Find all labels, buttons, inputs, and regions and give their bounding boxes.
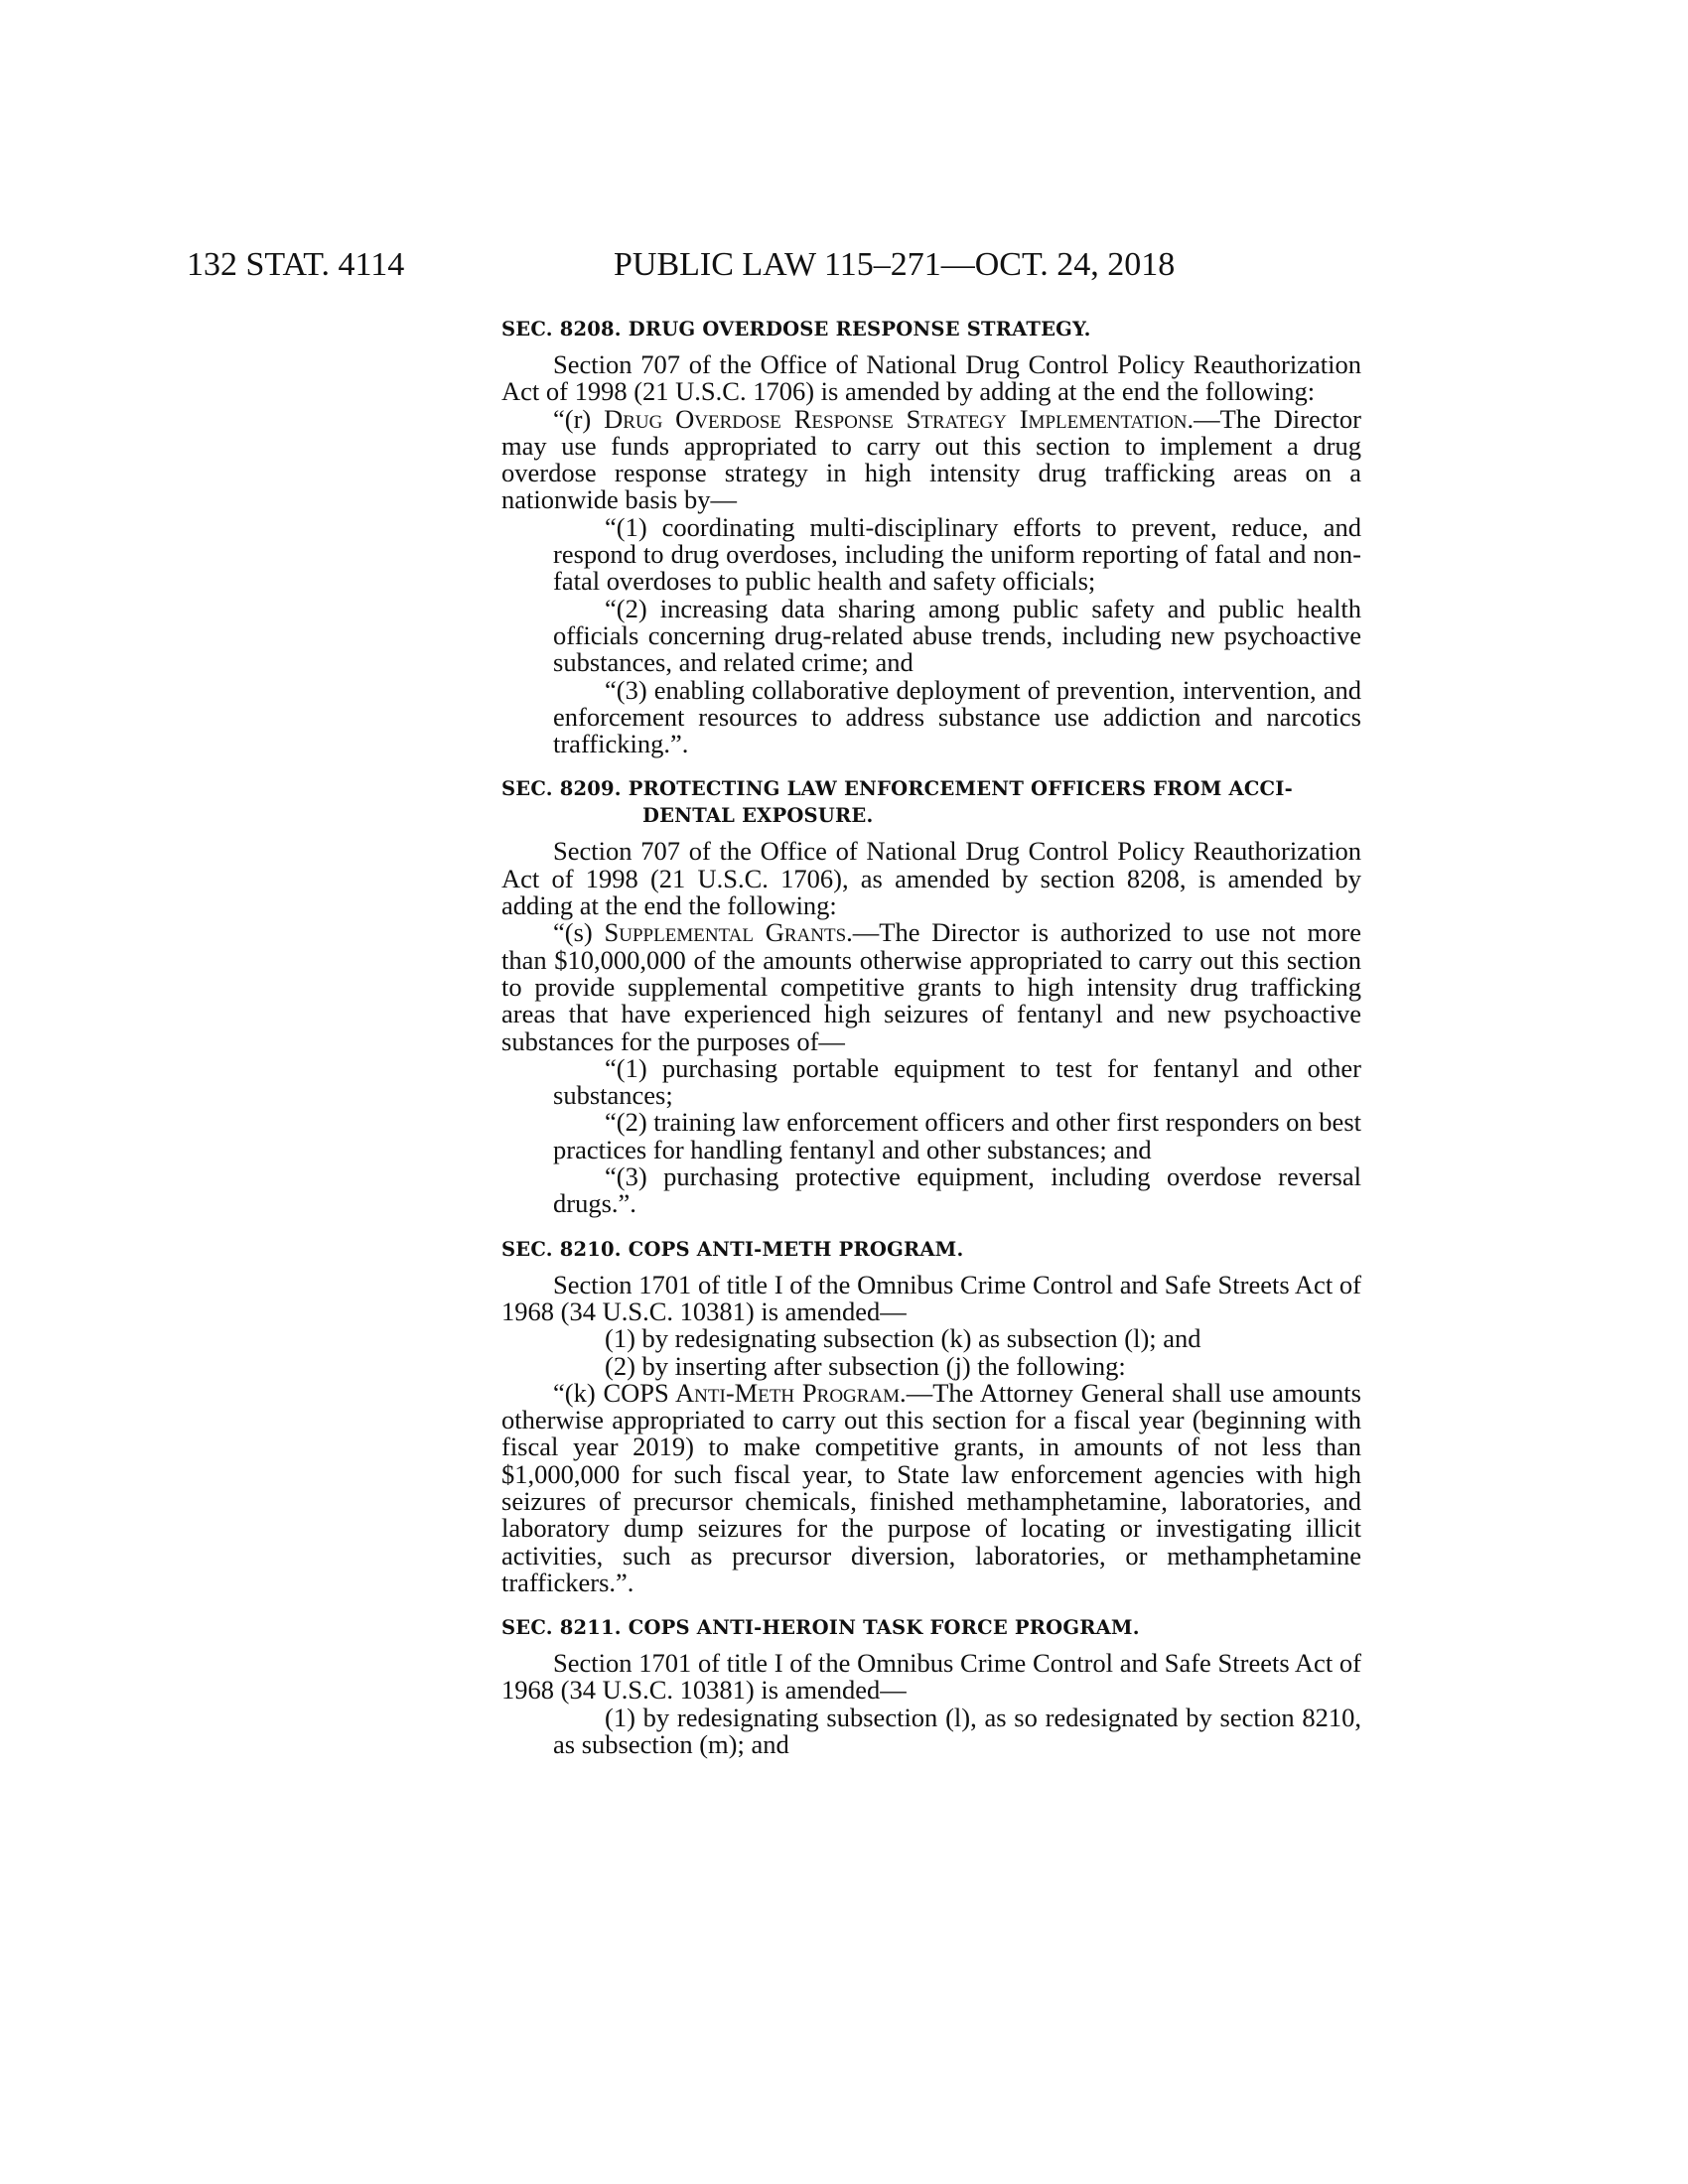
law-title: PUBLIC LAW 115–271—OCT. 24, 2018 bbox=[614, 246, 1176, 283]
section-heading-8210: SEC. 8210. COPS ANTI-METH PROGRAM. bbox=[501, 1237, 964, 1261]
section-intro: Section 707 of the Office of National Drug Control Policy Reauthorization Act of 1998 (21 U.S.C. 1706), as amended by section 8208, is amended by adding at the end the following: bbox=[501, 836, 1361, 921]
section-heading-8211: SEC. 8211. COPS ANTI-HEROIN TASK FORCE PROGRAM. bbox=[501, 1616, 1140, 1640]
list-item: (2) by inserting after subsection (j) the following: bbox=[605, 1350, 1126, 1381]
list-item: “(3) purchasing protective equipment, including overdose reversal drugs.”. bbox=[553, 1161, 1361, 1219]
section-intro: Section 1701 of title I of the Omnibus Crime Control and Safe Streets Act of 1968 (34 U.S.C. 10381) is amended— bbox=[501, 1269, 1361, 1326]
document-body bbox=[501, 316, 1361, 1758]
subsection-r: “(r) Drug Overdose Response Strategy Implementation.—The Director may use funds appropriated to carry out this section to implement a drug overdose response strategy in high intensity drug trafficking areas on a nationwide basis by— bbox=[501, 403, 1361, 515]
subsection-k: “(k) COPS Anti-Meth Program.—The Attorney General shall use amounts otherwise appropriated to carry out this section for a fiscal year (beginning with fiscal year 2019) to make competitive grants, in amounts of not less than $1,000,000 for such fiscal year, to State law enforcement agencies with high seizures of precursor chemicals, finished methamphetamine, laboratories, and laboratory dump seizures for the purpose of locating or investigating illicit activities, such as precursor diversion, laboratories, or methamphetamine traffickers.”. bbox=[501, 1377, 1361, 1597]
subsection-s: “(s) Supplemental Grants.—The Director is authorized to use not more than $10,000,000 of the amounts otherwise appropriated to carry out this section to provide supplemental competitive grants to high intensity drug trafficking areas that have experienced high seizures of fentanyl and new psychoactive substances for the purposes of— bbox=[501, 917, 1361, 1056]
section-heading-8209: SEC. 8209. PROTECTING LAW ENFORCEMENT OFFICERS FROM ACCI- DENTAL EXPOSURE. bbox=[501, 777, 1293, 828]
section-intro: Section 1701 of title I of the Omnibus Crime Control and Safe Streets Act of 1968 (34 U.S.C. 10381) is amended— bbox=[501, 1648, 1361, 1706]
list-item: “(1) purchasing portable equipment to test for fentanyl and other substances; bbox=[553, 1052, 1361, 1111]
subsection-caption: COPS Anti-Meth Program. bbox=[603, 1377, 907, 1408]
section-heading-8208: SEC. 8208. DRUG OVERDOSE RESPONSE STRATEGY. bbox=[501, 318, 1091, 341]
list-item: “(3) enabling collaborative deployment of prevention, intervention, and enforcement resources to address substance use addiction and narcotics trafficking.”. bbox=[553, 674, 1361, 759]
list-item: “(2) training law enforcement officers and other first responders on best practices for handling fentanyl and other substances; and bbox=[553, 1107, 1361, 1164]
stat-citation: 132 STAT. 4114 bbox=[187, 246, 405, 283]
list-item: (1) by redesignating subsection (k) as subsection (l); and bbox=[605, 1323, 1201, 1354]
list-item: “(1) coordinating multi-disciplinary efforts to prevent, reduce, and respond to drug overdoses, including the uniform reporting of fatal and non-fatal overdoses to public health and safety officials; bbox=[553, 511, 1361, 597]
page-header bbox=[0, 246, 1688, 286]
section-intro: Section 707 of the Office of National Drug Control Policy Reauthorization Act of 1998 (21 U.S.C. 1706) is amended by adding at the end the following: bbox=[501, 349, 1361, 407]
subsection-caption: Supplemental Grants. bbox=[604, 917, 853, 948]
subsection-caption: Drug Overdose Response Strategy Implementation. bbox=[604, 403, 1195, 434]
list-item: (1) by redesignating subsection (l), as so redesignated by section 8210, as subsection (m); and bbox=[553, 1702, 1361, 1760]
list-item: “(2) increasing data sharing among public safety and public health officials concerning drug-related abuse trends, including new psychoactive substances, and related crime; and bbox=[553, 593, 1361, 678]
